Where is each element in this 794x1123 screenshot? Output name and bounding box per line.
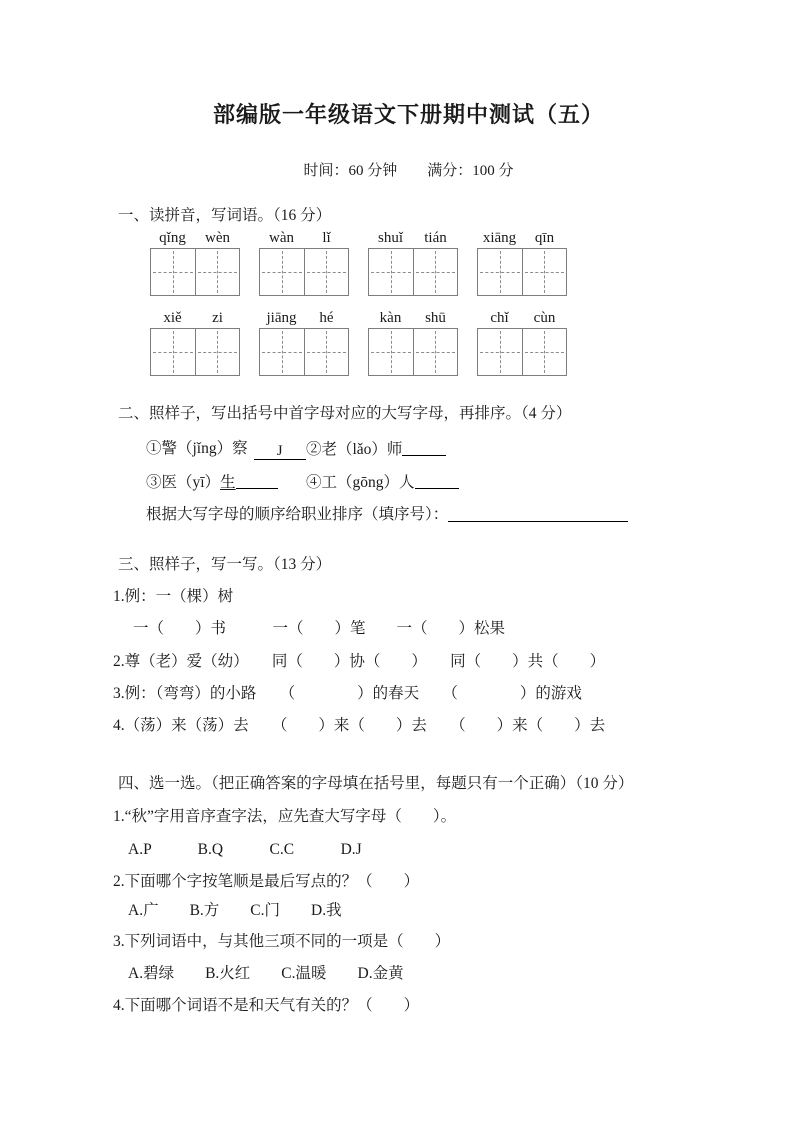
letter-item-4 (306, 472, 459, 493)
pinyin-label (259, 308, 349, 328)
fill-line-3: 3.例：（弯弯）的小路 （ ）的春天 （ ）的游戏 (113, 685, 582, 702)
pinyin-syllable: kàn (379, 310, 402, 326)
writing-cell[interactable] (260, 329, 305, 375)
writing-grid[interactable] (368, 328, 458, 376)
word-group (259, 228, 349, 296)
writing-cell[interactable] (151, 249, 196, 295)
writing-cell[interactable] (305, 329, 349, 375)
pinyin-syllable: xiāng (482, 230, 517, 246)
answer-blank-3[interactable] (236, 472, 278, 489)
writing-cell[interactable] (260, 249, 305, 295)
writing-cell[interactable] (369, 249, 414, 295)
letter-item-3 (146, 472, 306, 493)
writing-cell[interactable] (414, 329, 458, 375)
word-group (368, 308, 458, 376)
fill-line-4: 4.（荡）来（荡）去 （ ）来（ ）去 （ ）来（ ）去 (113, 717, 606, 734)
pinyin-label (150, 228, 240, 248)
pinyin-label (368, 308, 458, 328)
word-group (368, 228, 458, 296)
letter-item-1-label: ①警（jǐng）察 (146, 440, 248, 457)
pinyin-syllable: tián (424, 230, 447, 246)
pinyin-syllable: wèn (205, 230, 230, 246)
writing-grid[interactable] (150, 328, 240, 376)
word-group (477, 228, 567, 296)
writing-grid[interactable] (259, 248, 349, 296)
pinyin-label (477, 228, 567, 248)
pinyin-label (259, 228, 349, 248)
question-2-options: A.广 B.方 C.门 D.我 (128, 902, 342, 919)
writing-grid[interactable] (477, 328, 567, 376)
question-4: 4.下面哪个词语不是和天气有关的？（ ） (113, 997, 420, 1014)
question-1: 1.“秋”字用音序查字法，应先查大写字母（ ）。 (113, 808, 457, 825)
pinyin-syllable: lǐ (322, 230, 331, 246)
writing-cell[interactable] (478, 249, 523, 295)
writing-cell[interactable] (414, 249, 458, 295)
pinyin-grid-row-1 (150, 228, 704, 296)
writing-cell[interactable] (196, 249, 240, 295)
pinyin-syllable: cùn (533, 310, 556, 326)
letter-items-row-1 (146, 439, 704, 460)
writing-grid[interactable] (368, 248, 458, 296)
word-group (477, 308, 567, 376)
question-2: 2.下面哪个字按笔顺是最后写点的？（ ） (113, 873, 420, 890)
pinyin-syllable: xiě (163, 310, 182, 326)
pinyin-syllable: jiāng (266, 310, 297, 326)
pinyin-label (368, 228, 458, 248)
section4-heading: 四、选一选。（把正确答案的字母填在括号里，每题只有一个正确）（10 分） (118, 775, 634, 792)
letter-item-2 (306, 439, 446, 460)
pinyin-syllable: hé (319, 310, 334, 326)
writing-cell[interactable] (369, 329, 414, 375)
fill-line-example-1: 1.例：一（棵）树 (113, 588, 234, 605)
word-group (150, 308, 240, 376)
pinyin-grid-row-2 (150, 308, 704, 376)
letter-item-1 (146, 439, 306, 460)
sorting-instruction-text: 根据大写字母的顺序给职业排序（填序号）： (146, 506, 449, 523)
letter-item-3-label: ③医（yī） (146, 474, 221, 491)
writing-cell[interactable] (523, 249, 567, 295)
exam-time-score-line: 时间：60 分钟 满分：100 分 (303, 163, 514, 179)
pinyin-syllable: shuǐ (377, 230, 403, 246)
writing-grid[interactable] (477, 248, 567, 296)
pinyin-label (477, 308, 567, 328)
pinyin-syllable: shū (425, 310, 446, 326)
writing-cell[interactable] (305, 249, 349, 295)
answer-blank-1[interactable]: J (254, 443, 306, 460)
section2-heading: 二、照样子，写出括号中首字母对应的大写字母，再排序。（4 分） (118, 405, 572, 422)
letter-items-row-2 (146, 472, 704, 493)
section3-heading: 三、照样子，写一写。（13 分） (118, 556, 332, 573)
letter-item-2-label: ②老（lǎo）师 (306, 441, 403, 458)
word-group (259, 308, 349, 376)
fill-line-1: 一（ ）书 一（ ）笔 一（ ）松果 (133, 620, 506, 637)
writing-grid[interactable] (259, 328, 349, 376)
pinyin-label (150, 308, 240, 328)
writing-cell[interactable] (523, 329, 567, 375)
letter-item-3-char: 生 (220, 474, 236, 491)
writing-cell[interactable] (151, 329, 196, 375)
question-1-options: A.P B.Q C.C D.J (128, 841, 362, 858)
question-3: 3.下列词语中，与其他三项不同的一项是（ ） (113, 933, 451, 950)
question-3-options: A.碧绿 B.火红 C.温暖 D.金黄 (128, 965, 404, 982)
writing-grid[interactable] (150, 248, 240, 296)
section1-heading: 一、读拼音，写词语。（16 分） (118, 207, 332, 224)
answer-blank-2[interactable] (402, 439, 446, 456)
letter-item-4-label: ④工（gōng）人 (306, 474, 415, 491)
writing-cell[interactable] (478, 329, 523, 375)
pinyin-syllable: wàn (269, 230, 294, 246)
writing-cell[interactable] (196, 329, 240, 375)
pinyin-syllable: qǐng (159, 230, 186, 246)
pinyin-syllable: qīn (534, 230, 555, 246)
sorting-instruction-line (146, 505, 704, 525)
fill-line-2: 2.尊（老）爱（幼） 同（ ）协（ ） 同（ ）共（ ） (113, 653, 606, 670)
word-group (150, 228, 240, 296)
pinyin-syllable: zi (212, 310, 223, 326)
page-title: 部编版一年级语文下册期中测试（五） (212, 102, 604, 127)
answer-blank-4[interactable] (415, 472, 459, 489)
sorting-answer-blank[interactable] (448, 505, 628, 522)
pinyin-syllable: chǐ (490, 310, 509, 326)
